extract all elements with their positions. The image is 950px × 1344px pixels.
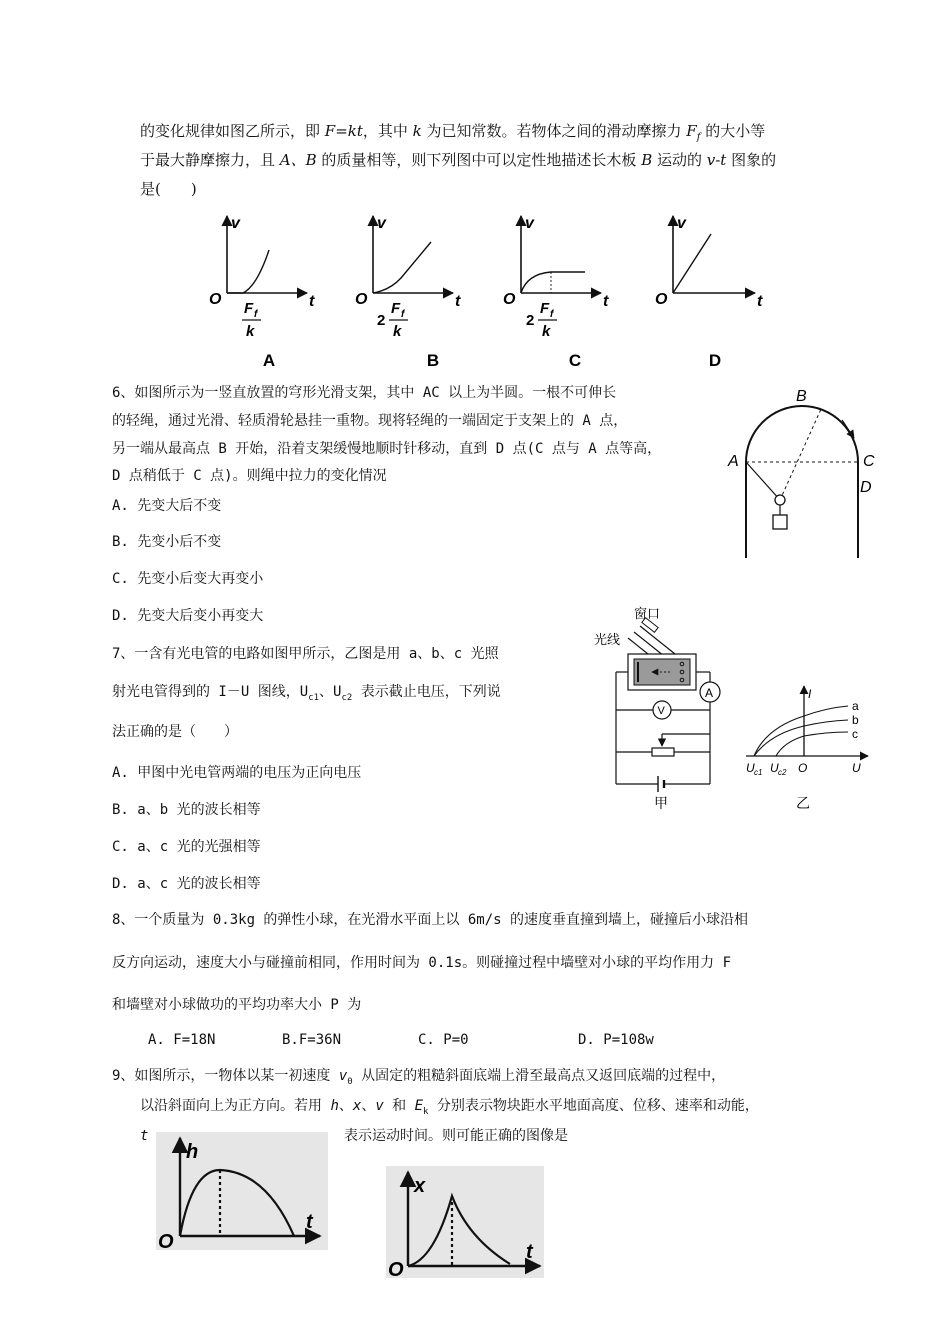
q8-option-a[interactable]: A. F=18N [148,1032,216,1048]
q5a-x-label: t [309,293,315,310]
q7-light-label: 光线 [594,632,621,647]
q6-line-2: 的轻绳，通过光滑、轻质滑轮悬挂一重物。现将轻绳的一端固定于支架上的 A 点， [112,413,628,429]
q5c-origin: O [503,291,516,308]
q9h-y-label: h [186,1141,199,1163]
q6-option-a[interactable]: A. 先变大后不变 [112,498,222,514]
q7-line-2: 射光电管得到的 I－U 图线，$U_{c1}$、$U_{c2}$ 表示截止电压，下列说 [112,684,501,703]
q6-weight [773,515,787,529]
q9x-curve [408,1196,510,1266]
q9x-x-label: t [526,1241,533,1263]
q9-line-3: 表示运动时间。则可能正确的图像是 [344,1128,568,1144]
q5d-x-label: t [757,293,763,310]
q5d-option-label: D [708,351,722,370]
q7-curve-c [776,732,848,756]
q5d-curve [673,234,711,293]
q8-line-2: 反方向运动，速度大小与碰撞前相同，作用时间为 0.1s。则碰撞过程中墙壁对小球的平均作用力 F [112,955,731,971]
q6-line-1: 6、如图所示为一竖直放置的穹形光滑支架，其中 AC 以上为半圆。一根不可伸长 [112,385,617,401]
q5-graph-c [503,215,609,370]
q9-line-1: 9、如图所示，一物体以某一初速度 $v_0$ 从固定的粗糙斜面底端上滑至最高点又返回底端的过程中， [112,1068,726,1087]
q5-line-3: 是( ) [140,180,197,198]
q7-curve-a-label: a [852,699,859,713]
q7-fig-yi [746,686,868,811]
q5c-tick-den: k [542,323,551,340]
q6-clockwise-arrow-icon [842,420,854,438]
q6-arch-support-figure [724,382,884,562]
q7-yi-origin: O [798,761,808,775]
q8-line-3: 和墙壁对小球做功的平均功率大小 P 为 [112,997,362,1013]
q5c-tick-coef: 2 [526,312,535,329]
q5a-curve [227,250,269,293]
q6-line-4: D 点稍低于 C 点)。则绳中拉力的变化情况 [112,468,387,484]
q5b-origin: O [355,291,368,308]
q8-option-d[interactable]: D. P=108w [578,1032,654,1048]
q5-graph-b [355,215,461,370]
q5c-curve [521,272,585,293]
q7-yi-caption: 乙 [796,795,810,811]
q7-rheostat [652,748,674,756]
q5b-tick-den: k [393,323,402,340]
q5b-curve [373,242,431,293]
q7-curve-b-label: b [852,713,859,727]
q9x-y-label: x [414,1175,426,1197]
q7-ammeter-label: A [705,686,714,700]
q6-pulley [775,495,785,505]
q9-t-symbol: t [140,1128,149,1144]
q7-yi-uc1-sub: c1 [754,768,763,777]
q8-line-1: 8、一个质量为 0.3kg 的弹性小球，在光滑水平面上以 6m/s 的速度垂直撞到墙上，碰撞后小球沿相 [112,912,748,928]
q5c-option-label: C [568,351,582,370]
q6-line-3: 另一端从最高点 B 开始，沿着支架缓慢地顺时针移动，直到 D 点(C 点与 A 点等高， [112,441,662,457]
q6-label-c: C [863,453,875,470]
q7-jia-caption: 甲 [654,795,668,811]
q7-yi-x-label: U [852,761,861,775]
q5c-tick-num-sub: f [550,309,554,320]
q7-curve-c-label: c [852,727,858,741]
q7-line-1: 7、一含有光电管的电路如图甲所示，乙图是用 a、b、c 光照 [112,646,499,662]
q8-option-b[interactable]: B.F=36N [282,1032,342,1048]
q5c-x-label: t [603,293,609,310]
q7-voltmeter-label: V [657,705,665,717]
q5-line-1: 的变化规律如图乙所示，即 F=kt，其中 k 为已知常数。若物体之间的滑动摩擦力 $F_f$ 的大小等 [140,122,766,143]
q5-vt-graphs [195,208,785,373]
q9h-curve [180,1170,294,1236]
q5b-tick-coef: 2 [377,312,386,329]
q9h-x-label: t [306,1211,313,1233]
q7-option-d[interactable]: D. a、c 光的波长相等 [112,876,261,892]
q5d-y-label: v [677,215,686,232]
q6-label-a: A [728,453,739,470]
q5c-tick-num: F [540,300,550,317]
q5a-y-label: v [231,215,240,232]
q7-option-c[interactable]: C. a、c 光的光强相等 [112,839,261,855]
q5-line-2: 于最大静摩擦力，且 A、B 的质量相等，则下列图中可以定性地描述长木板 B 运动的 v-t 图象的 [140,151,777,169]
q6-rope-left [746,462,780,500]
q5a-tick-num-sub: f [254,309,258,320]
q7-circuit-figures [586,602,872,812]
q7-yi-uc2-sub: c2 [778,768,787,777]
q5-graph-a [209,215,315,370]
q6-rope-right [780,407,822,500]
q9h-origin: O [158,1231,174,1250]
q7-yi-y-label: I [808,687,812,701]
q9x-origin: O [388,1259,404,1278]
q5a-option-label: A [262,351,276,370]
q7-option-a[interactable]: A. 甲图中光电管两端的电压为正向电压 [112,765,362,781]
q5d-origin: O [655,291,668,308]
q8-option-c[interactable]: C. P=0 [418,1032,469,1048]
q9-graph-h [156,1132,328,1250]
q5b-y-label: v [377,215,386,232]
q6-option-c[interactable]: C. 先变小后变大再变小 [112,571,264,587]
q7-curve-a [754,706,848,756]
q7-yi-uc1: U [746,761,755,775]
q5b-x-label: t [455,293,461,310]
q6-label-b: B [796,388,807,405]
q9-graph-x [386,1166,544,1278]
q9-line-2: 以沿斜面向上为正方向。若用 h、x、v 和 $E_k$ 分别表示物块距水平地面高度、位移、速率和动能， [140,1098,759,1117]
q7-yi-uc2: U [770,761,779,775]
q7-curve-b [754,720,848,756]
q5b-option-label: B [426,351,440,370]
q5c-y-label: v [525,215,534,232]
q7-option-b[interactable]: B. a、b 光的波长相等 [112,802,261,818]
q5a-origin: O [209,291,222,308]
q6-label-d: D [860,479,872,496]
q5-graph-d [655,215,763,370]
q7-window-label: 窗口 [634,606,661,621]
q5a-tick-den: k [246,323,255,340]
q7-line-3: 法正确的是（ ） [112,724,238,740]
q6-semicircle [746,406,858,462]
q6-option-d[interactable]: D. 先变大后变小再变大 [112,608,264,624]
q5b-tick-num-sub: f [401,309,405,320]
q7-fig-jia [594,606,720,811]
q6-option-b[interactable]: B. 先变小后不变 [112,534,222,550]
q5a-tick-num: F [244,300,254,317]
q5b-tick-num: F [391,300,401,317]
